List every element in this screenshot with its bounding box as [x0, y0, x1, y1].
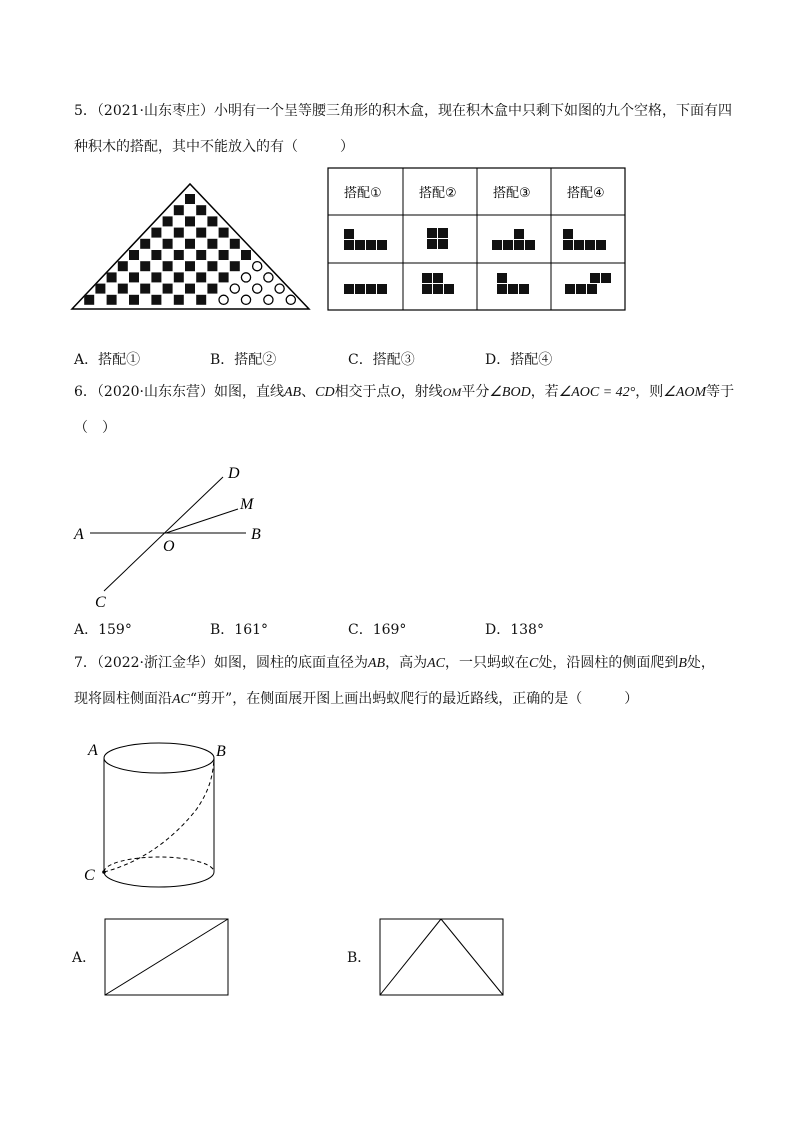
table-header-4: 搭配④ [567, 186, 605, 201]
q7-option-a: A． [72, 950, 97, 966]
label-B: B [216, 743, 226, 760]
q5-option-a: A．搭配① [74, 352, 141, 368]
label-O: O [163, 538, 175, 555]
q5-option-b: B．搭配② [210, 352, 277, 368]
q6-stem-line2: （ ） [74, 420, 116, 436]
q5-option-c: C．搭配③ [348, 352, 415, 368]
q6-stem-line1: 6．（2020·山东东营）如图，直线AB、CD相交于点O，射线OM平分∠BOD，若∠AOC = 42°，则∠AOM等于 [74, 384, 735, 400]
q5-stem-line2: 种积木的搭配，其中不能放入的有（ ） [74, 139, 354, 155]
label-M: M [240, 496, 254, 513]
label-C: C [95, 594, 106, 611]
q7-stem-line2: 现将圆柱侧面沿AC“剪开”，在侧面展开图上画出蚂蚁爬行的最近路线，正确的是（ ） [74, 691, 639, 707]
label-A: A [88, 742, 98, 759]
q6-option-b: B．161° [210, 622, 269, 638]
q7-option-b: B． [347, 950, 372, 966]
table-header-1: 搭配① [344, 186, 382, 201]
label-D: D [228, 465, 240, 482]
q7-stem-line1: 7．（2022·浙江金华）如图，圆柱的底面直径为AB，高为AC，一只蚂蚁在C处，沿圆柱的侧面爬到B处， [74, 655, 715, 671]
table-header-2: 搭配② [419, 186, 457, 201]
table-header-3: 搭配③ [493, 186, 531, 201]
label-B: B [251, 526, 261, 543]
q5-stem-line1: 5．（2021·山东枣庄）小明有一个呈等腰三角形的积木盒，现在积木盒中只剩下如图的九个空格，下面有四 [74, 103, 732, 119]
label-C: C [84, 867, 95, 884]
q6-option-c: C．169° [348, 622, 407, 638]
label-A: A [74, 526, 84, 543]
q6-option-d: D．138° [485, 622, 544, 638]
q6-option-a: A．159° [74, 622, 132, 638]
q5-option-d: D．搭配④ [485, 352, 553, 368]
